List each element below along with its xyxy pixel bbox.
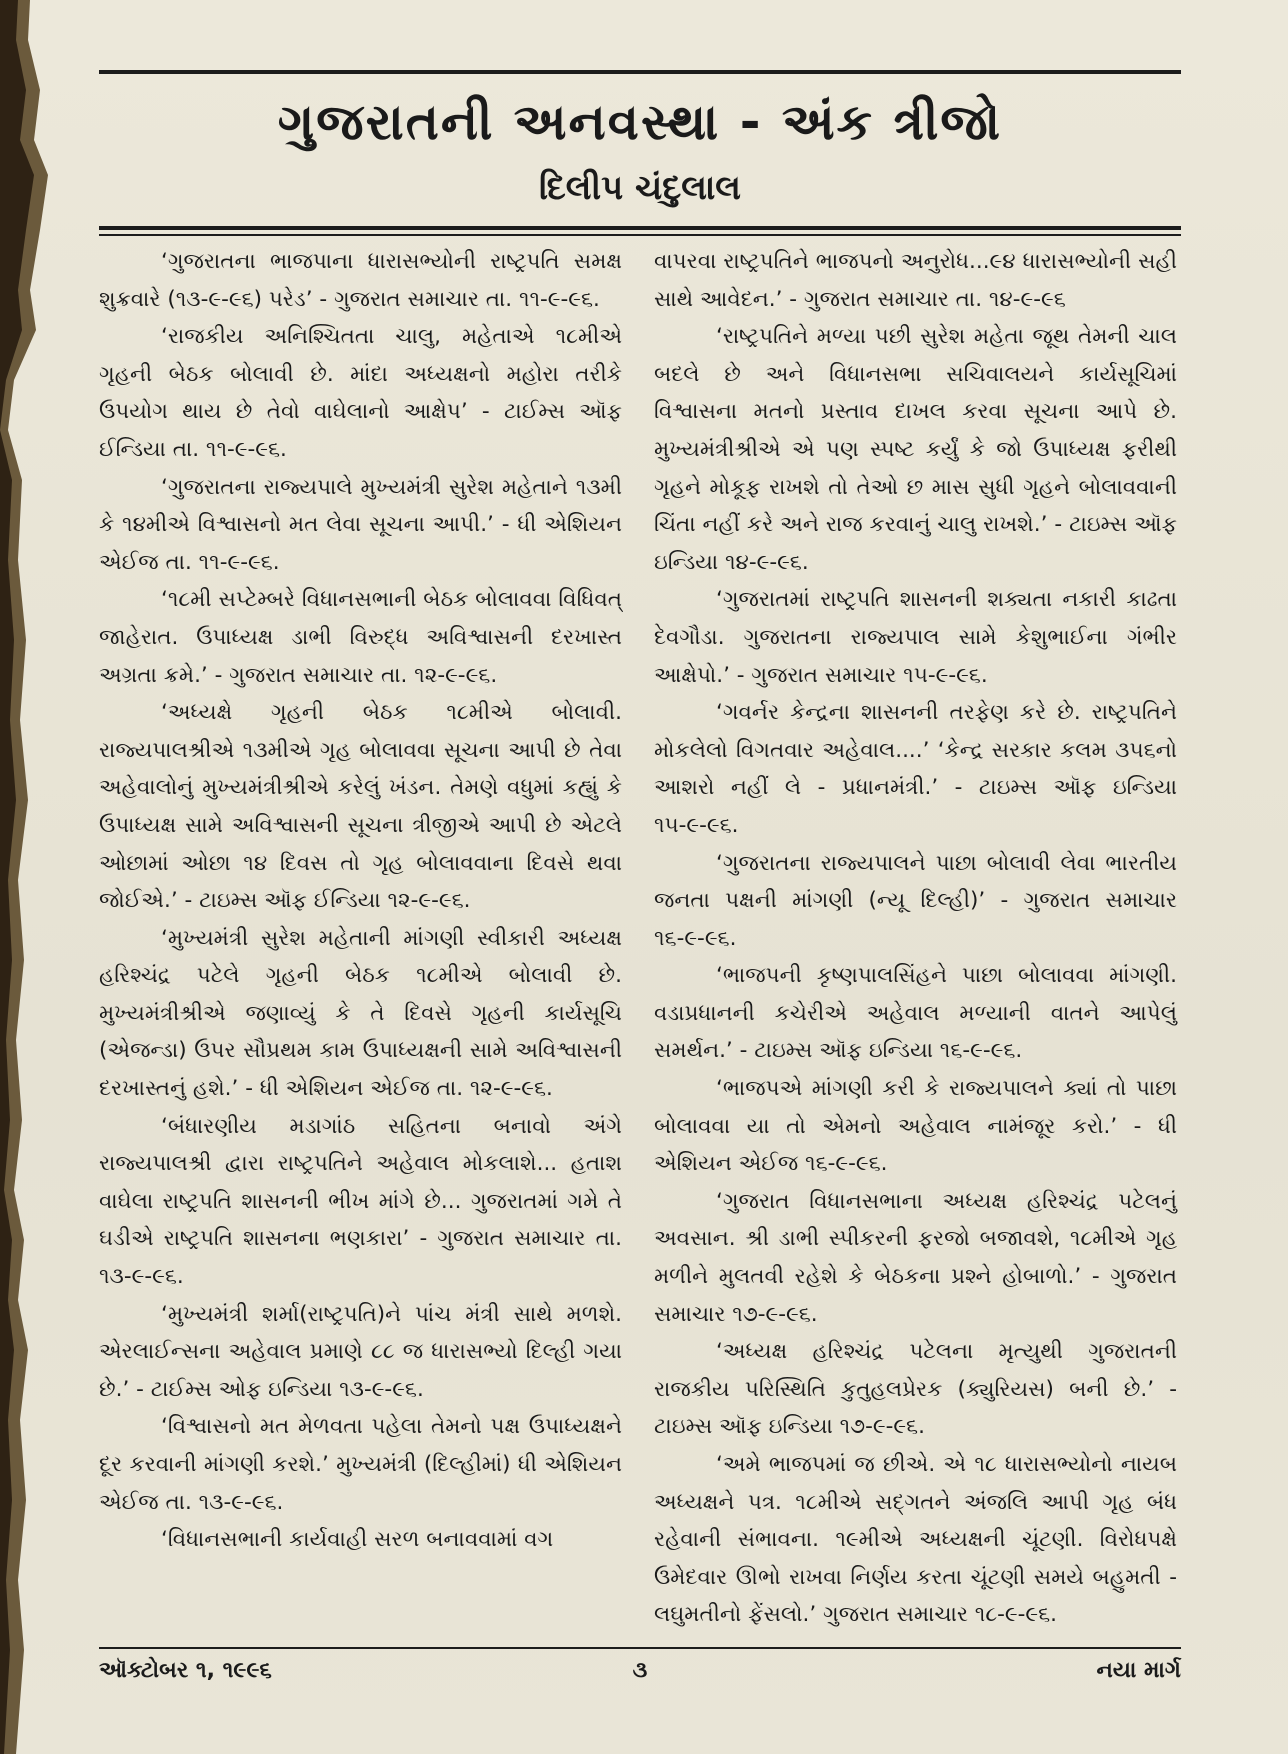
news-quote: ‘ભાજપએ માંગણી કરી કે રાજ્યપાલને ક્યાં તો પાછા બોલાવવા યા તો એમનો અહેવાલ નામંજૂર કરો.’ - ધી એશિયન એઈજ ૧૬-૯-૯૬. — [654, 1076, 1177, 1177]
right-column — [654, 243, 1177, 1643]
news-quote: ‘મુખ્યમંત્રી સુરેશ મહેતાની માંગણી સ્વીકારી અધ્યક્ષ હરિશ્ચંદ્ર પટેલે ગૃહની બેઠક ૧૮મીએ બોલાવી છે. મુખ્યમંત્રીશ્રીએ જણાવ્યું કે તે દિવસે ગૃહની કાર્યસૂચિ (એજન્ડા) ઉપર સૌપ્રથમ કામ ઉપાધ્યક્ષની સામે અવિશ્વાસની દરખાસ્તનું હશે.’ - ધી એશિયન એઈજ તા. ૧૨-૯-૯૬. — [99, 925, 622, 1102]
page-number: ૩ — [632, 1658, 648, 1683]
news-quote: ‘ગુજરાત વિધાનસભાના અધ્યક્ષ હરિશ્ચંદ્ર પટેલનું અવસાન. શ્રી ડાભી સ્પીકરની ફરજો બજાવશે, ૧૮મીએ ગૃહ મળીને મુલતવી રહેશે કે બેઠકના પ્રશ્ને હોબાળો.’ - ગુજરાત સમાચાર ૧૭-૯-૯૬. — [654, 1188, 1177, 1327]
news-quote: ‘ગુજરાતમાં રાષ્ટ્રપતિ શાસનની શક્યતા નકારી કાઢતા દેવગૌડા. ગુજરાતના રાજ્યપાલ સામે કેશુભાઈના ગંભીર આક્ષેપો.’ - ગુજરાત સમાચાર ૧૫-૯-૯૬. — [654, 587, 1177, 688]
news-quote: ‘૧૮મી સપ્ટેમ્બરે વિધાનસભાની બેઠક બોલાવવા વિધિવત્ જાહેરાત. ઉપાધ્યક્ષ ડાભી વિરુદ્ધ અવિશ્વાસની દરખાસ્ત અગ્રતા ક્રમે.’ - ગુજરાત સમાચાર તા. ૧૨-૯-૯૬. — [99, 587, 622, 688]
publication-name: નયા માર્ગ — [1096, 1658, 1181, 1683]
news-quote: ‘અમે ભાજપમાં જ છીએ. એ ૧૮ ધારાસભ્યોનો નાયબ અધ્યક્ષને પત્ર. ૧૮મીએ સદ્ગતને અંજલિ આપી ગૃહ બંધ રહેવાની સંભાવના. ૧૯મીએ અધ્યક્ષની ચૂંટણી. વિરોધપક્ષે ઉમેદવાર ઊભો રાખવા નિર્ણય કરતા ચૂંટણી સમયે બહુમતી - લઘુમતીનો ફેંસલો.’ ગુજરાત સમાચાર ૧૮-૯-૯૬. — [654, 1452, 1177, 1628]
news-quote: ‘ગવર્નર કેન્દ્રના શાસનની તરફેણ કરે છે. રાષ્ટ્રપતિને મોકલેલો વિગતવાર અહેવાલ....’ ‘કેન્દ્ર સરકાર કલમ ૩૫૬નો આશરો નહીં લે - પ્રધાનમંત્રી.’ - ટાઇમ્સ ઑફ ઇન્ડિયા ૧૫-૯-૯૬. — [654, 700, 1177, 838]
news-quote: ‘વિધાનસભાની કાર્યવાહી સરળ બનાવવામાં વગ — [161, 1527, 554, 1553]
top-rule — [99, 70, 1181, 74]
news-quote: ‘વિશ્વાસનો મત મેળવતા પહેલા તેમનો પક્ષ ઉપાધ્યક્ષને દૂર કરવાની માંગણી કરશે.’ મુખ્યમંત્રી (દિલ્હીમાં) ધી એશિયન એઈજ તા. ૧૩-૯-૯૬. — [99, 1414, 622, 1515]
header-double-rule-thin — [99, 234, 1181, 236]
article-author: દિલીપ ચંદુલાલ — [539, 168, 741, 208]
footer-rule — [99, 1647, 1181, 1649]
article-title: ગુજરાતની અનવસ્થા - અંક ત્રીજો — [277, 93, 1003, 151]
news-quote: ‘ગુજરાતના રાજ્યપાલે મુખ્યમંત્રી સુરેશ મહેતાને ૧૩મી કે ૧૪મીએ વિશ્વાસનો મત લેવા સૂચના આપી.’ - ધી એશિયન એઈજ તા. ૧૧-૯-૯૬. — [99, 474, 622, 575]
news-quote: ‘ગુજરાતના ભાજપાના ધારાસભ્યોની રાષ્ટ્રપતિ સમક્ષ શુક્રવારે (૧૩-૯-૯૬) પરેડ’ - ગુજરાત સમાચાર તા. ૧૧-૯-૯૬. — [99, 249, 622, 312]
left-column — [99, 243, 622, 1643]
news-quote: ‘રાજકીય અનિશ્ચિતતા ચાલુ, મહેતાએ ૧૮મીએ ગૃહની બેઠક બોલાવી છે. માંદા અધ્યક્ષનો મહોરા તરીકે ઉપયોગ થાય છે તેવો વાઘેલાનો આક્ષેપ’ - ટાઈમ્સ ઑફ ઈન્ડિયા તા. ૧૧-૯-૯૬. — [99, 324, 622, 462]
torn-page-edge — [0, 0, 54, 1754]
news-quote-continued: વાપરવા રાષ્ટ્રપતિને ભાજપનો અનુરોધ...૯૪ ધારાસભ્યોની સહી સાથે આવેદન.’ - ગુજરાત સમાચાર તા. ૧૪-૯-૯૬ — [654, 249, 1177, 312]
news-quote: ‘મુખ્યમંત્રી શર્મા(રાષ્ટ્રપતિ)ને પાંચ મંત્રી સાથે મળશે. એરલાઈન્સના અહેવાલ પ્રમાણે ૮૮ જ ધારાસભ્યો દિલ્હી ગયા છે.’ - ટાઈમ્સ ઓફ ઇન્ડિયા ૧૩-૯-૯૬. — [99, 1301, 622, 1402]
news-quote: ‘બંધારણીય મડાગાંઠ સહિતના બનાવો અંગે રાજ્યપાલશ્રી દ્વારા રાષ્ટ્રપતિને અહેવાલ મોકલાશે... હતાશ વાઘેલા રાષ્ટ્રપતિ શાસનની ભીખ માંગે છે... ગુજરાતમાં ગમે તે ઘડીએ રાષ્ટ્રપતિ શાસનના ભણકારા’ - ગુજરાત સમાચાર તા. ૧૩-૯-૯૬. — [99, 1113, 622, 1290]
header-double-rule — [99, 226, 1181, 230]
issue-date: ઑક્ટોબર ૧, ૧૯૯૬ — [99, 1658, 272, 1683]
news-quote: ‘અધ્યક્ષ હરિશ્ચંદ્ર પટેલના મૃત્યુથી ગુજરાતની રાજકીય પરિસ્થિતિ કુતુહલપ્રેરક (ક્યુરિયસ) બની છે.’ - ટાઇમ્સ ઑફ ઇન્ડિયા ૧૭-૯-૯૬. — [654, 1339, 1177, 1440]
news-quote: ‘ભાજપની કૃષ્ણપાલસિંહને પાછા બોલાવવા માંગણી. વડાપ્રધાનની કચેરીએ અહેવાલ મળ્યાની વાતને આપેલું સમર્થન.’ - ટાઇમ્સ ઑફ ઇન્ડિયા ૧૬-૯-૯૬. — [654, 963, 1177, 1064]
news-quote: ‘ગુજરાતના રાજ્યપાલને પાછા બોલાવી લેવા ભારતીય જનતા પક્ષની માંગણી (ન્યૂ દિલ્હી)’ - ગુજરાત સમાચાર ૧૬-૯-૯૬. — [654, 850, 1177, 951]
news-quote: ‘અધ્યક્ષે ગૃહની બેઠક ૧૮મીએ બોલાવી. રાજ્યપાલશ્રીએ ૧૩મીએ ગૃહ બોલાવવા સૂચના આપી છે તેવા અહેવાલોનું મુખ્યમંત્રીશ્રીએ કરેલું ખંડન. તેમણે વધુમાં કહ્યું કે ઉપાધ્યક્ષ સામે અવિશ્વાસની સૂચના ત્રીજીએ આપી છે એટલે ઓછામાં ઓછા ૧૪ દિવસ તો ગૃહ બોલાવવાના દિવસે થવા જોઈએ.’ - ટાઇમ્સ ઑફ ઈન્ડિયા ૧૨-૯-૯૬. — [99, 700, 622, 914]
page-footer — [99, 1656, 1181, 1686]
news-quote: ‘રાષ્ટ્રપતિને મળ્યા પછી સુરેશ મહેતા જૂથ તેમની ચાલ બદલે છે અને વિધાનસભા સચિવાલયને કાર્યસૂચિમાં વિશ્વાસના મતનો પ્રસ્તાવ દાખલ કરવા સૂચના આપે છે. મુખ્યમંત્રીશ્રીએ એ પણ સ્પષ્ટ કર્યું કે જો ઉપાધ્યક્ષ ફરીથી ગૃહને મોકૂફ રાખશે તો તેઓ છ માસ સુધી ગૃહને બોલાવવાની ચિંતા નહીં કરે અને રાજ કરવાનું ચાલુ રાખશે.’ - ટાઇમ્સ ઑફ ઇન્ડિયા ૧૪-૯-૯૬. — [654, 324, 1177, 575]
